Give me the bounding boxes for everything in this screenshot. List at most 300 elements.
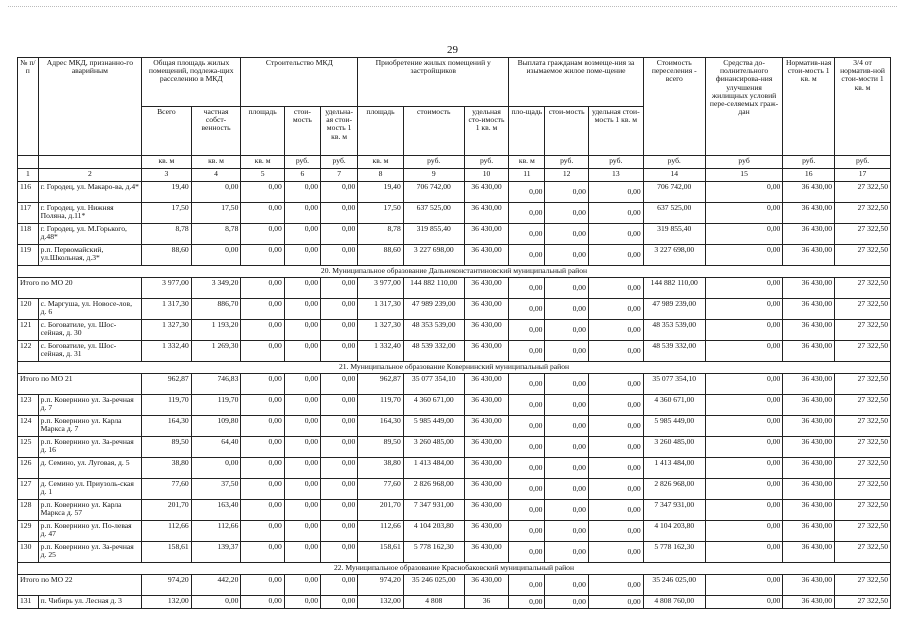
table-cell: 3 227 698,00	[643, 245, 705, 266]
table-cell: 0,00	[284, 182, 320, 203]
column-numbers-row	[18, 169, 891, 182]
row-number: 121	[18, 320, 39, 341]
table-cell: 0,00	[241, 437, 284, 458]
table-cell: 0,00	[588, 299, 643, 320]
table-cell: 1 327,30	[358, 320, 404, 341]
table-cell: 19,40	[358, 182, 404, 203]
table-cell: 0,00	[705, 500, 783, 521]
table-row	[18, 500, 891, 521]
total-label: Итого по МО 22	[18, 575, 142, 596]
col-number: 14	[643, 169, 705, 182]
table-cell: 4 360 671,00	[403, 395, 464, 416]
table-cell: 27 322,50	[835, 341, 891, 362]
table-cell: 0,00	[284, 437, 320, 458]
table-cell: 0,00	[241, 374, 284, 395]
table-cell: 0,00	[588, 203, 643, 224]
table-cell: 0,00	[284, 521, 320, 542]
table-cell: 0,00	[321, 182, 358, 203]
table-cell: 17,50	[191, 203, 241, 224]
table-cell: 36 430,00	[464, 203, 509, 224]
table-cell: 0,00	[588, 596, 643, 609]
table-cell: 0,00	[545, 245, 588, 266]
table-cell: 0,00	[588, 458, 643, 479]
table-cell: 27 322,50	[835, 203, 891, 224]
header-num: № п/п	[18, 58, 39, 156]
table-cell: 47 989 239,00	[643, 299, 705, 320]
table-cell: 47 989 239,00	[403, 299, 464, 320]
table-cell: 35 077 354,10	[403, 374, 464, 395]
table-cell: 37,50	[191, 479, 241, 500]
row-number: 116	[18, 182, 39, 203]
table-cell: 27 322,50	[835, 458, 891, 479]
table-cell: 0,00	[284, 320, 320, 341]
table-cell: 0,00	[241, 479, 284, 500]
table-cell: 1 332,40	[142, 341, 192, 362]
table-cell: 64,40	[191, 437, 241, 458]
address-cell: р.п. Ковернино ул. Карла Маркса д. 7	[38, 416, 141, 437]
table-cell: 132,00	[358, 596, 404, 609]
table-cell: 7 347 931,00	[643, 500, 705, 521]
table-cell: 36 430,00	[464, 479, 509, 500]
table-cell: 36 430,00	[464, 278, 509, 299]
table-cell: 19,40	[142, 182, 192, 203]
table-cell: 0,00	[241, 500, 284, 521]
table-cell: 0,00	[509, 395, 545, 416]
table-row	[18, 542, 891, 563]
table-cell: 144 882 110,00	[643, 278, 705, 299]
table-cell: 0,00	[284, 341, 320, 362]
row-number: 118	[18, 224, 39, 245]
table-cell: 0,00	[321, 437, 358, 458]
table-cell: 0,00	[705, 203, 783, 224]
table-cell: 0,00	[509, 416, 545, 437]
table-cell: 0,00	[509, 341, 545, 362]
unit-cell: руб.	[545, 156, 588, 169]
table-cell: 0,00	[545, 341, 588, 362]
table-cell: 36 430,00	[464, 542, 509, 563]
table-cell: 0,00	[705, 521, 783, 542]
table-cell: 36 430,00	[783, 320, 835, 341]
table-cell: 0,00	[509, 278, 545, 299]
table-cell: 974,20	[358, 575, 404, 596]
resettlement-table	[17, 57, 891, 609]
table-cell: 27 322,50	[835, 374, 891, 395]
table-row	[18, 224, 891, 245]
table-cell: 35 246 025,00	[403, 575, 464, 596]
header-three-quarters: 3/4 от норматив-ной стои-мости 1 кв. м	[835, 58, 891, 156]
table-cell: 3 227 698,00	[403, 245, 464, 266]
table-cell: 1 327,30	[142, 320, 192, 341]
table-cell: 27 322,50	[835, 521, 891, 542]
table-cell: 0,00	[545, 182, 588, 203]
table-cell: 38,80	[142, 458, 192, 479]
table-row	[18, 299, 891, 320]
total-row	[18, 278, 891, 299]
table-cell: 27 322,50	[835, 320, 891, 341]
col-number: 12	[545, 169, 588, 182]
address-cell: р.п. Ковернино ул. За-речная д. 7	[38, 395, 141, 416]
row-number: 125	[18, 437, 39, 458]
table-cell: 0,00	[705, 182, 783, 203]
table-cell: 0,00	[321, 521, 358, 542]
table-cell: 8,78	[142, 224, 192, 245]
unit-cell: кв. м	[191, 156, 241, 169]
table-cell: 0,00	[705, 374, 783, 395]
table-cell: 886,70	[191, 299, 241, 320]
table-cell: 0,00	[705, 395, 783, 416]
table-cell: 35 246 025,00	[643, 575, 705, 596]
table-cell: 0,00	[545, 542, 588, 563]
table-cell: 119,70	[358, 395, 404, 416]
table-cell: 0,00	[321, 278, 358, 299]
table-cell: 0,00	[545, 437, 588, 458]
table-cell: 89,50	[142, 437, 192, 458]
table-cell: 4 360 671,00	[643, 395, 705, 416]
subheader-payout-unit: удельная стои-мость 1 кв. м	[588, 107, 643, 156]
address-cell: с. Боговатиле, ул. Шос-сейная, д. 30	[38, 320, 141, 341]
table-cell: 0,00	[321, 320, 358, 341]
unit-cell	[38, 156, 141, 169]
unit-cell	[18, 156, 39, 169]
table-cell: 36 430,00	[464, 245, 509, 266]
table-cell: 0,00	[705, 437, 783, 458]
table-cell: 36 430,00	[783, 203, 835, 224]
table-cell: 1 413 484,00	[403, 458, 464, 479]
table-cell: 27 322,50	[835, 395, 891, 416]
table-row	[18, 458, 891, 479]
header-extra-funds: Средства до-полнительного финансирова-ния улучшения жилищных условий пере-селяемых граж-дан	[705, 58, 783, 156]
table-cell: 38,80	[358, 458, 404, 479]
page-number: 29	[447, 44, 458, 56]
table-cell: 0,00	[241, 416, 284, 437]
table-cell: 0,00	[241, 203, 284, 224]
subheader-total: Всего	[142, 107, 192, 156]
table-cell: 0,00	[284, 479, 320, 500]
table-cell: 0,00	[588, 341, 643, 362]
table-cell: 27 322,50	[835, 596, 891, 609]
table-cell: 36 430,00	[464, 395, 509, 416]
table-cell: 0,00	[509, 458, 545, 479]
table-cell: 2 826 968,00	[643, 479, 705, 500]
table-cell: 0,00	[545, 500, 588, 521]
scan-top-border	[8, 6, 897, 7]
table-cell: 88,60	[142, 245, 192, 266]
table-cell: 962,87	[358, 374, 404, 395]
table-cell: 0,00	[588, 542, 643, 563]
table-cell: 0,00	[545, 479, 588, 500]
table-cell: 27 322,50	[835, 479, 891, 500]
table-cell: 144 882 110,00	[403, 278, 464, 299]
col-number: 10	[464, 169, 509, 182]
row-number: 123	[18, 395, 39, 416]
table-row	[18, 395, 891, 416]
table-cell: 5 778 162,30	[643, 542, 705, 563]
table-cell: 3 260 485,00	[403, 437, 464, 458]
table-cell: 48 353 539,00	[403, 320, 464, 341]
table-cell: 962,87	[142, 374, 192, 395]
table-cell: 36 430,00	[783, 245, 835, 266]
table-cell: 163,40	[191, 500, 241, 521]
address-cell: р.п. Ковернино ул. За-речная д. 25	[38, 542, 141, 563]
table-cell: 0,00	[191, 182, 241, 203]
table-cell: 27 322,50	[835, 224, 891, 245]
table-cell: 0,00	[284, 575, 320, 596]
table-cell: 0,00	[321, 299, 358, 320]
table-cell: 3 260 485,00	[643, 437, 705, 458]
total-row	[18, 374, 891, 395]
table-cell: 0,00	[705, 596, 783, 609]
table-cell: 0,00	[284, 224, 320, 245]
row-number: 130	[18, 542, 39, 563]
table-cell: 0,00	[321, 458, 358, 479]
table-cell: 0,00	[241, 575, 284, 596]
total-label: Итого по МО 21	[18, 374, 142, 395]
table-cell: 0,00	[241, 395, 284, 416]
table-cell: 0,00	[545, 224, 588, 245]
table-row	[18, 596, 891, 609]
table-cell: 4 808 760,00	[643, 596, 705, 609]
table-cell: 36 430,00	[783, 596, 835, 609]
table-cell: 77,60	[142, 479, 192, 500]
table-cell: 36 430,00	[464, 500, 509, 521]
table-cell: 0,00	[705, 299, 783, 320]
table-cell: 0,00	[545, 320, 588, 341]
header-total-area: Общая площадь жилых помещений, подлежа-щих расселению в МКД	[142, 58, 241, 107]
unit-cell: руб.	[588, 156, 643, 169]
table-cell: 0,00	[705, 458, 783, 479]
table-cell: 36 430,00	[464, 182, 509, 203]
table-cell: 112,66	[191, 521, 241, 542]
header-address: Адрес МКД, признанно-го аварийным	[38, 58, 141, 156]
unit-cell: руб.	[783, 156, 835, 169]
table-cell: 36 430,00	[783, 341, 835, 362]
table-cell: 35 077 354,10	[643, 374, 705, 395]
table-row	[18, 245, 891, 266]
table-cell: 36 430,00	[783, 395, 835, 416]
table-cell: 0,00	[191, 245, 241, 266]
unit-cell: руб.	[321, 156, 358, 169]
section-title: 22. Муниципальное образование Краснобаковский муниципальный район	[18, 563, 891, 575]
row-number: 131	[18, 596, 39, 609]
address-cell: р.п. Первомайский, ул.Школьная, д.3*	[38, 245, 141, 266]
table-cell: 158,61	[358, 542, 404, 563]
table-cell: 36 430,00	[783, 416, 835, 437]
table-cell: 0,00	[705, 320, 783, 341]
table-cell: 0,00	[284, 278, 320, 299]
table-cell: 36	[464, 596, 509, 609]
table-cell: 8,78	[358, 224, 404, 245]
table-cell: 0,00	[588, 182, 643, 203]
table-cell: 4 808	[403, 596, 464, 609]
table-cell: 0,00	[509, 182, 545, 203]
table-cell: 0,00	[241, 278, 284, 299]
col-number: 3	[142, 169, 192, 182]
table-cell: 0,00	[545, 395, 588, 416]
table-cell: 974,20	[142, 575, 192, 596]
table-cell: 0,00	[241, 182, 284, 203]
table-cell: 0,00	[191, 458, 241, 479]
table-cell: 0,00	[588, 245, 643, 266]
subheader-unit-cost: удельна-ая стои-мость 1 кв. м	[321, 107, 358, 156]
table-cell: 36 430,00	[464, 416, 509, 437]
table-cell: 17,50	[358, 203, 404, 224]
table-cell: 1 332,40	[358, 341, 404, 362]
col-number: 7	[321, 169, 358, 182]
table-cell: 36 430,00	[783, 479, 835, 500]
table-cell: 0,00	[321, 500, 358, 521]
table-cell: 0,00	[321, 341, 358, 362]
table-cell: 1 413 484,00	[643, 458, 705, 479]
section-title: 20. Муниципальное образование Дальнеконстантиновский муниципальный район	[18, 266, 891, 278]
address-cell: п. Чибирь ул. Лесная д. 3	[38, 596, 141, 609]
table-cell: 36 430,00	[783, 224, 835, 245]
table-cell: 0,00	[241, 224, 284, 245]
table-cell: 36 430,00	[783, 458, 835, 479]
table-cell: 132,00	[142, 596, 192, 609]
table-cell: 77,60	[358, 479, 404, 500]
table-cell: 36 430,00	[783, 521, 835, 542]
table-cell: 0,00	[705, 245, 783, 266]
table-row	[18, 437, 891, 458]
col-number: 8	[358, 169, 404, 182]
table-cell: 0,00	[321, 479, 358, 500]
unit-cell: руб.	[284, 156, 320, 169]
table-cell: 0,00	[284, 395, 320, 416]
subheader-payout-area: пло-щадь	[509, 107, 545, 156]
address-cell: р.п. Ковернино ул. За-речная д. 16	[38, 437, 141, 458]
section-row	[18, 563, 891, 575]
table-cell: 27 322,50	[835, 437, 891, 458]
subheader-purchase-cost: стоимость	[403, 107, 464, 156]
table-cell: 0,00	[588, 437, 643, 458]
subheader-purchase-unit: удельная сто-имость 1 кв. м	[464, 107, 509, 156]
table-cell: 0,00	[191, 596, 241, 609]
table-cell: 0,00	[321, 542, 358, 563]
table-cell: 3 349,20	[191, 278, 241, 299]
table-cell: 0,00	[321, 374, 358, 395]
table-cell: 0,00	[545, 374, 588, 395]
table-cell: 637 525,00	[643, 203, 705, 224]
table-cell: 0,00	[284, 542, 320, 563]
address-cell: г. Городец, ул. М.Горького, д.48*	[38, 224, 141, 245]
address-cell: р.п. Ковернино ул. Карла Маркса д. 57	[38, 500, 141, 521]
table-cell: 7 347 931,00	[403, 500, 464, 521]
total-label: Итого по МО 20	[18, 278, 142, 299]
table-cell: 0,00	[241, 245, 284, 266]
table-cell: 0,00	[545, 416, 588, 437]
table-cell: 0,00	[545, 203, 588, 224]
table-cell: 36 430,00	[464, 320, 509, 341]
table-cell: 0,00	[588, 395, 643, 416]
header-resettlement-cost: Стоимость переселения - всего	[643, 58, 705, 156]
table-cell: 0,00	[509, 521, 545, 542]
table-cell: 119,70	[142, 395, 192, 416]
table-cell: 0,00	[705, 416, 783, 437]
table-cell: 164,30	[142, 416, 192, 437]
table-cell: 0,00	[545, 575, 588, 596]
address-cell: с. Маргуша, ул. Новосе-лов, д. 6	[38, 299, 141, 320]
table-cell: 0,00	[284, 416, 320, 437]
table-cell: 0,00	[241, 542, 284, 563]
table-cell: 0,00	[509, 245, 545, 266]
table-cell: 17,50	[142, 203, 192, 224]
table-cell: 112,66	[358, 521, 404, 542]
table-cell: 36 430,00	[464, 341, 509, 362]
table-cell: 0,00	[509, 596, 545, 609]
row-number: 119	[18, 245, 39, 266]
subheader-area: площадь	[241, 107, 284, 156]
table-cell: 36 430,00	[464, 437, 509, 458]
table-cell: 319 855,40	[643, 224, 705, 245]
col-number: 15	[705, 169, 783, 182]
table-cell: 442,20	[191, 575, 241, 596]
unit-cell: руб.	[464, 156, 509, 169]
table-cell: 48 539 332,00	[643, 341, 705, 362]
header-normative-cost: Норматив-ная стои-мость 1 кв. м	[783, 58, 835, 156]
table-cell: 746,83	[191, 374, 241, 395]
table-cell: 1 317,30	[142, 299, 192, 320]
table-cell: 0,00	[509, 203, 545, 224]
table-cell: 36 430,00	[783, 575, 835, 596]
table-cell: 0,00	[284, 245, 320, 266]
table-cell: 1 193,20	[191, 320, 241, 341]
table-cell: 706 742,00	[643, 182, 705, 203]
table-cell: 0,00	[509, 437, 545, 458]
table-cell: 4 104 203,80	[643, 521, 705, 542]
table-cell: 0,00	[321, 416, 358, 437]
table-cell: 0,00	[588, 278, 643, 299]
table-row	[18, 479, 891, 500]
table-cell: 0,00	[545, 278, 588, 299]
table-cell: 0,00	[588, 416, 643, 437]
subheader-private: частная собст-венность	[191, 107, 241, 156]
table-cell: 0,00	[705, 341, 783, 362]
table-row	[18, 320, 891, 341]
row-number: 126	[18, 458, 39, 479]
col-number: 6	[284, 169, 320, 182]
table-row	[18, 416, 891, 437]
col-number: 9	[403, 169, 464, 182]
table-cell: 36 430,00	[783, 437, 835, 458]
table-cell: 0,00	[284, 458, 320, 479]
table-cell: 0,00	[509, 320, 545, 341]
address-cell: д. Семино, ул. Луговая, д. 5	[38, 458, 141, 479]
table-cell: 88,60	[358, 245, 404, 266]
table-cell: 36 430,00	[783, 278, 835, 299]
table-cell: 0,00	[545, 299, 588, 320]
col-number: 16	[783, 169, 835, 182]
table-cell: 0,00	[321, 203, 358, 224]
table-cell: 0,00	[705, 479, 783, 500]
row-number: 122	[18, 341, 39, 362]
table-cell: 3 977,00	[142, 278, 192, 299]
table-cell: 637 525,00	[403, 203, 464, 224]
row-number: 128	[18, 500, 39, 521]
section-row	[18, 362, 891, 374]
unit-cell: кв. м	[358, 156, 404, 169]
section-row	[18, 266, 891, 278]
unit-cell: руб	[705, 156, 783, 169]
table-cell: 27 322,50	[835, 245, 891, 266]
table-cell: 36 430,00	[464, 299, 509, 320]
table-cell: 4 104 203,80	[403, 521, 464, 542]
address-cell: р.п. Ковернино ул. По-левая д. 47	[38, 521, 141, 542]
table-cell: 36 430,00	[783, 182, 835, 203]
table-cell: 0,00	[284, 374, 320, 395]
subheader-purchase-area: площадь	[358, 107, 404, 156]
table-cell: 201,70	[142, 500, 192, 521]
table-cell: 1 317,30	[358, 299, 404, 320]
